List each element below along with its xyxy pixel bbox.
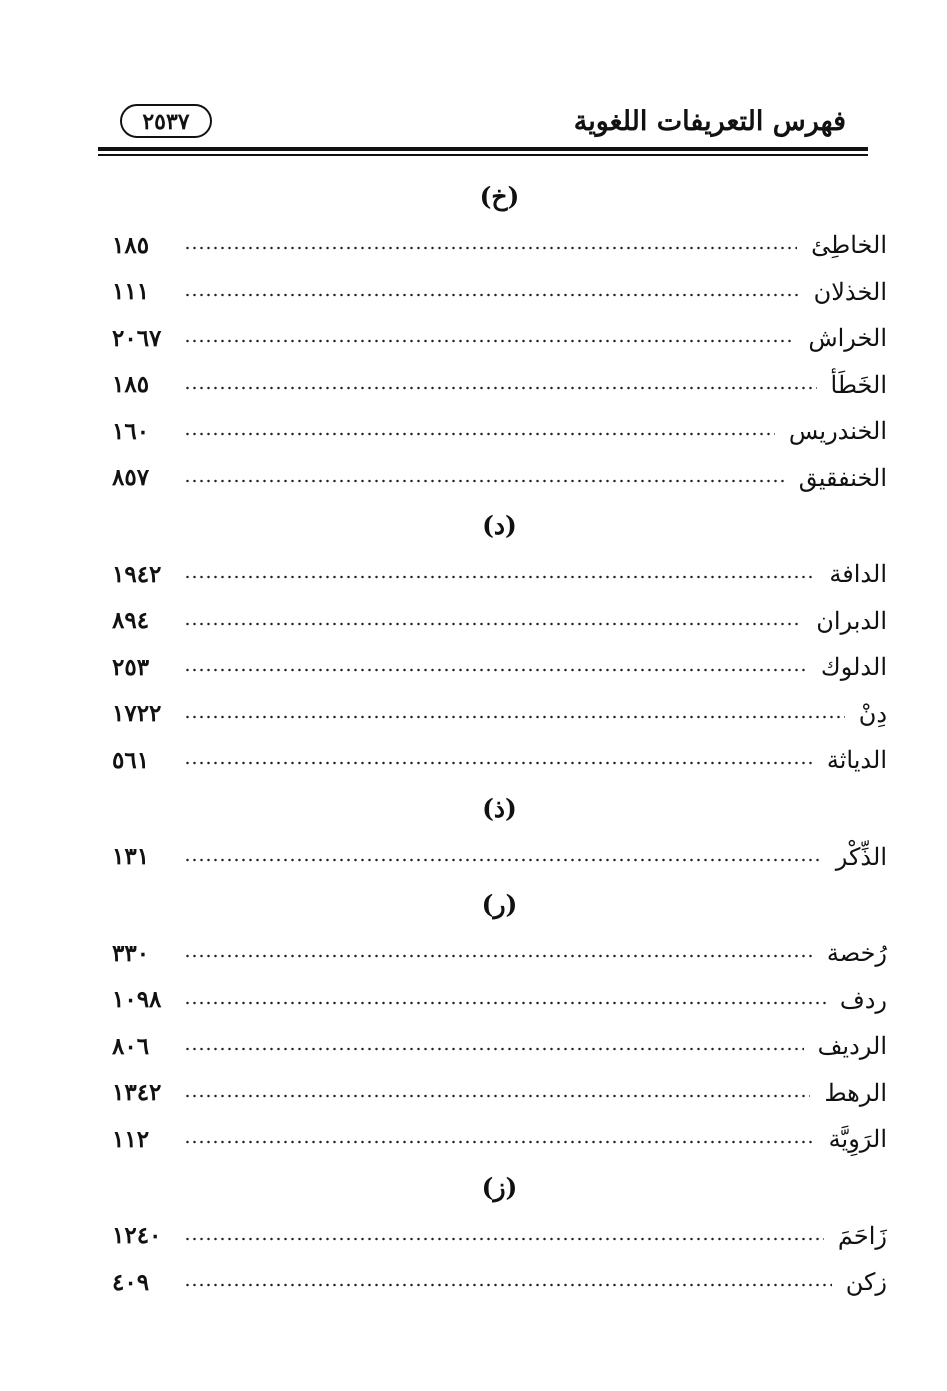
entry-term: الرديف (817, 1032, 887, 1061)
entry-page: ٥٦١ (112, 746, 150, 774)
index-entry (112, 834, 887, 881)
index-entry (112, 691, 887, 738)
entry-page: ١١٢ (112, 1125, 150, 1153)
entry-page: ١٠٩٨ (112, 986, 162, 1014)
leader-dots (184, 952, 813, 960)
entry-page: ١٩٤٢ (112, 560, 162, 588)
entry-term: الرهط (824, 1078, 887, 1107)
section-letter: (د) (482, 511, 517, 540)
entry-page: ٨٥٧ (112, 464, 150, 492)
section-dal (112, 501, 887, 784)
entry-term: زكن (845, 1268, 887, 1297)
entry-term: الخنفقيق (798, 463, 887, 492)
index-entry (112, 737, 887, 784)
index-entry (112, 269, 887, 316)
index-entry (112, 408, 887, 455)
section-letter: (ر) (481, 890, 518, 919)
page-header (98, 100, 868, 146)
index-entry (112, 455, 887, 502)
entry-term: زَاحَمَ (837, 1221, 887, 1250)
index-entry (112, 598, 887, 645)
index-entry (112, 1116, 887, 1163)
section-zay (112, 1163, 887, 1306)
entry-page: ٣٣٠ (112, 939, 150, 967)
entry-page: ٨٠٦ (112, 1032, 150, 1060)
entry-page: ١٦٠ (112, 417, 150, 445)
leader-dots (184, 337, 794, 345)
index-entry (112, 1023, 887, 1070)
leader-dots (184, 856, 822, 864)
page-number-badge: ٢٥٣٧ (120, 104, 212, 138)
entry-term: الخذلان (813, 277, 887, 306)
leader-dots (184, 1045, 804, 1053)
leader-dots (184, 999, 826, 1007)
index-entry (112, 222, 887, 269)
entry-page: ٤٠٩ (112, 1268, 150, 1296)
entry-page: ١٣٤٢ (112, 1079, 162, 1107)
index-content (112, 172, 887, 1306)
entry-term: الدافة (829, 560, 887, 589)
entry-term: الرَوِيَّة (828, 1125, 887, 1154)
entry-page: ١٨٥ (112, 231, 150, 259)
section-dhal (112, 784, 887, 881)
entry-term: الخندريس (788, 417, 887, 446)
section-ra (112, 880, 887, 1163)
leader-dots (184, 384, 817, 392)
header-rule-thick (98, 147, 868, 151)
leader-dots (184, 291, 800, 299)
entry-page: ١٢٤٠ (112, 1222, 162, 1250)
entry-term: الذِّكْر (835, 842, 887, 871)
entry-page: ٨٩٤ (112, 607, 150, 635)
leader-dots (184, 430, 775, 438)
section-kha (112, 172, 887, 501)
entry-term: الدبران (816, 606, 887, 635)
entry-page: ١١١ (112, 278, 150, 306)
header-rule-thin (98, 154, 868, 156)
leader-dots (184, 713, 845, 721)
section-letter: (ذ) (482, 793, 517, 823)
entry-term: الدياثة (826, 746, 887, 775)
index-entry (112, 551, 887, 598)
leader-dots (184, 477, 785, 485)
entry-page: ٢٠٦٧ (112, 324, 162, 352)
entry-term: الخَطَأ (830, 370, 887, 399)
entry-page: ١٧٢٢ (112, 700, 162, 728)
leader-dots (184, 666, 807, 674)
index-entry (112, 930, 887, 977)
entry-term: الخراش (808, 324, 887, 353)
leader-dots (184, 1281, 832, 1289)
index-entry (112, 315, 887, 362)
index-entry (112, 1213, 887, 1260)
entry-term: الخاطِئ (811, 231, 887, 260)
section-letter: (ز) (481, 1172, 518, 1202)
entry-page: ٢٥٣ (112, 653, 150, 681)
index-entry (112, 1070, 887, 1117)
leader-dots (184, 1235, 824, 1243)
leader-dots (184, 244, 797, 252)
index-entry (112, 362, 887, 409)
index-entry (112, 644, 887, 691)
leader-dots (184, 573, 815, 581)
leader-dots (184, 620, 802, 628)
leader-dots (184, 1092, 810, 1100)
entry-term: ردف (839, 985, 887, 1014)
leader-dots (184, 1138, 815, 1146)
entry-page: ١٣١ (112, 843, 150, 871)
entry-term: الدلوك (820, 653, 887, 682)
entry-term: دِنْ (858, 699, 887, 728)
entry-page: ١٨٥ (112, 371, 150, 399)
index-entry (112, 977, 887, 1024)
page-title: فهرس التعريفات اللغوية (573, 106, 846, 137)
index-entry (112, 1259, 887, 1306)
section-letter: (خ) (479, 182, 520, 211)
entry-term: رُخصة (826, 939, 887, 968)
leader-dots (184, 759, 813, 767)
